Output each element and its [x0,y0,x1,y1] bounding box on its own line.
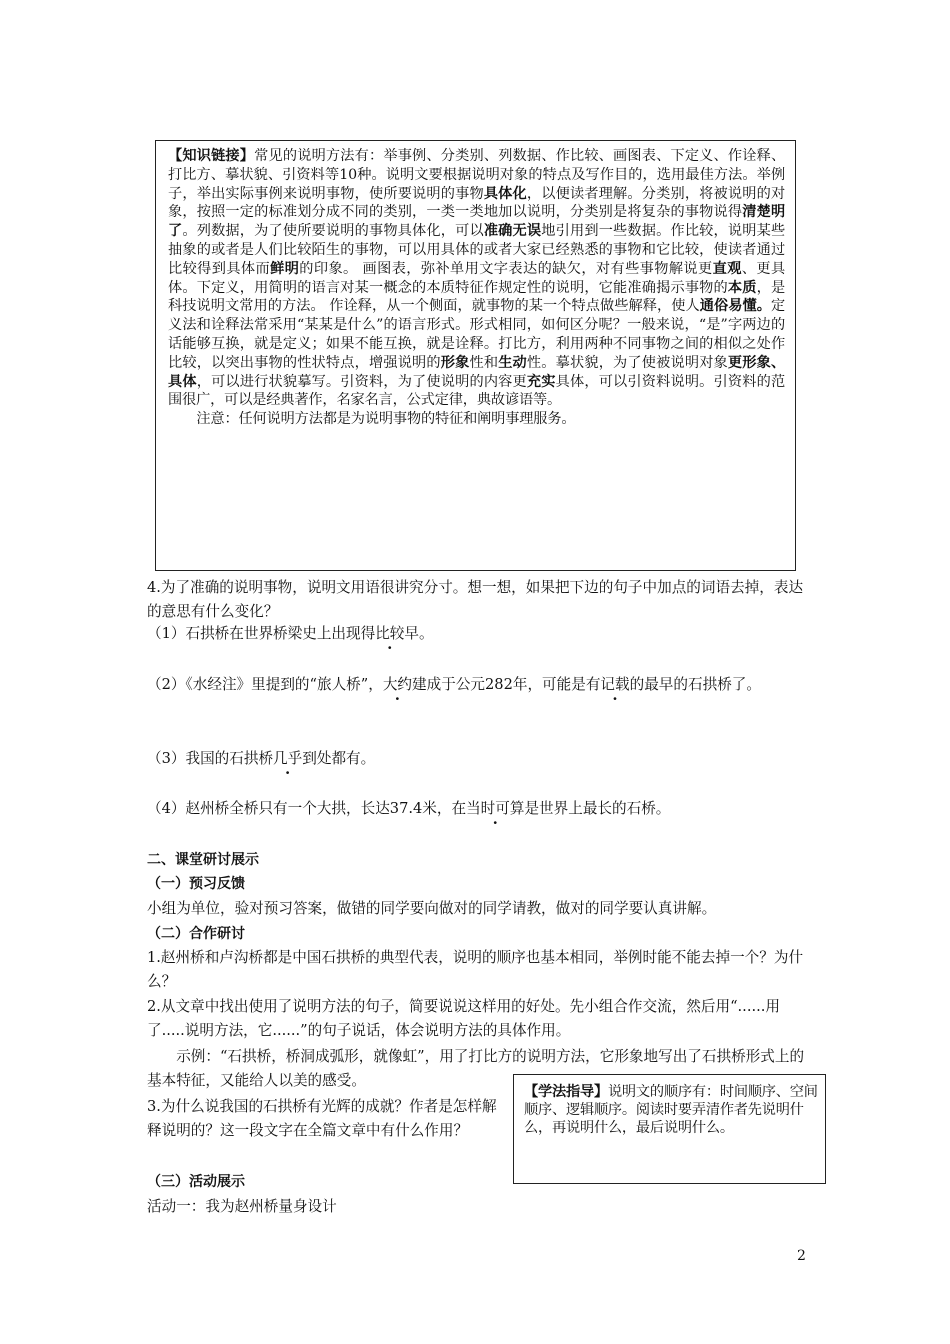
knowledge-link-box [155,140,796,571]
emphasis-text: 本质 [727,279,757,296]
dotted-word: 大约 [382,676,413,693]
emphasis-text: 具体化 [483,185,527,202]
body-text: 的印象。 画图表，弥补单用文字表达的缺欠，对有些事物解说更 [299,260,713,277]
knowledge-note: 注意：任何说明方法都是为说明事物的特征和阐明事理服务。 [196,411,576,428]
dotted-word: 几乎 [273,750,303,767]
subsection-cooperative-study: （二）合作研讨 [147,926,245,942]
emphasis-text: 生动 [498,354,527,371]
emphasis-text: 通俗易懂。 [699,298,771,315]
emphasis-text: 形象 [440,354,470,371]
dotted-word: 在当时可算是 · [451,800,539,817]
emphasis-text: 直观 [712,260,742,277]
body-text: 、更具体。下定义，用简明的语言对某一概念的本质特征作规定性的说明，它能准确揭示事物的 [168,260,785,296]
example-text: 示例：“石拱桥，桥洞成弧形，就像虹”，用了打比方的说明方法，它形象地写出了石拱桥形式上的基本特征，又能给人以美的感受。 [147,1048,805,1089]
body-text: 。列数据，为了使所要说明的事物具体化，可以 [182,223,484,240]
page-number: 2 [797,1248,806,1264]
knowledge-box-title: 【知识链接】 [168,148,255,164]
emphasis-text: 更形象、具体 [168,354,786,390]
body-text: ，可以进行状貌摹写。引资料，为了使说明的内容更 [196,373,527,390]
subsection-activity-display: （三）活动展示 [147,1174,245,1190]
emphasis-text: 鲜明 [270,260,300,277]
body-text: ，是科技说明文常用的方法。 作诠释，从一个侧面，就事物的某一个特点做些解释，使人 [168,279,786,315]
section-2-heading: 二、课堂研讨展示 [147,852,259,868]
body-text: 常见的说明方法有：举事例、分类别、列数据、作比较、画图表、下定义、作诠释、打比方、摹状貌、引资料等10种。说明文要根据说明对象的特点及写作目的，选用最佳方法。举例子，举出实际事例来说明事物，使所要说明的事物 [168,148,785,202]
body-text: 性和 [469,354,499,371]
knowledge-text [168,148,785,408]
sentence-3: （3）我国的石拱桥几乎到处都有。 [147,750,376,767]
activity-1: 活动一：我为赵州桥量身设计 [147,1198,337,1215]
question-4-prompt: 4.为了准确的说明事物，说明文用语很讲究分寸。想一想，如果把下边的句子中加点的词语去掉，表达的意思有什么变化？ [147,579,804,620]
preview-feedback-text: 小组为单位，验对预习答案，做错的同学要向做对的同学请教，做对的同学要认真讲解。 [147,900,717,917]
study-method-guide-box [513,1074,826,1184]
cooperative-question-3: 3.为什么说我国的石拱桥有光辉的成就？作者是怎样解释说明的？这一段文字在全篇文章中有什么作用？ [147,1098,497,1139]
emphasis-text: 准确无误 [483,223,542,240]
body-text: 定义法和诠释法常采用“某某是什么”的语言形式。形式相同，如何区分呢？一般来说，“是”字两边的话能够互换，就是定义；如果不能互换，就是诠释。打比方，利用两种不同事物之间的相似之处作比较，以突出事物的性状特点，增强说明的 [168,298,785,371]
emphasis-text: 清楚明了 [168,204,785,240]
knowledge-paragraph [168,147,785,410]
sentence-1: （1）石拱桥在世界桥梁史上出现得比较早。 [147,625,434,642]
guide-box-text: 说明文的顺序有：时间顺序、空间顺序、逻辑顺序。阅读时要弄清作者先说明什么，再说明什么，最后说明什么。 [524,1084,818,1136]
body-text: 地引用到一些数据。作比较，说明某些抽象的或者是人们比较陌生的事物，可以用具体的或者大家已经熟悉的事物和它比较，使读者通过比较得到具体而 [168,223,785,277]
cooperative-question-2: 2.从文章中找出使用了说明方法的句子，简要说说这样用的好处。先小组合作交流，然后用“......用了.....说明方法，它......”的句子说话，体会说明方法的具体作用。 [147,998,780,1039]
dotted-word: 可能是有记载的最早的 · [542,676,688,693]
emphasis-text: 充实 [526,373,556,390]
sentence-2: （2）《水经注》里提到的“旅人桥”，大约建成于公元282年，可能是有记载的最早的 ·石拱桥了。 [147,673,812,697]
guide-box-title: 【学法指导】 [524,1084,608,1100]
dotted-word: 比较 [375,625,405,642]
sentence-4: （4）赵州桥全桥只有一个大拱，长达37.4米，在当时可算是 ·世界上最长的石桥。 [147,797,812,821]
body-text: ，以便读者理解。分类别，将被说明的对象，按照一定的标准划分成不同的类别，一类一类地加以说明，分类别是将复杂的事物说得 [168,185,785,221]
body-text: 性。摹状貌，为了使被说明对象 [526,354,728,371]
cooperative-question-1: 1.赵州桥和卢沟桥都是中国石拱桥的典型代表，说明的顺序也基本相同，举例时能不能去掉一个？为什么？ [147,949,804,990]
subsection-preview-feedback: （一）预习反馈 [147,876,245,892]
body-text: 具体，可以引资料说明。引资料的范围很广，可以是经典著作，名家名言，公式定律，典故谚语等。 [168,373,785,409]
